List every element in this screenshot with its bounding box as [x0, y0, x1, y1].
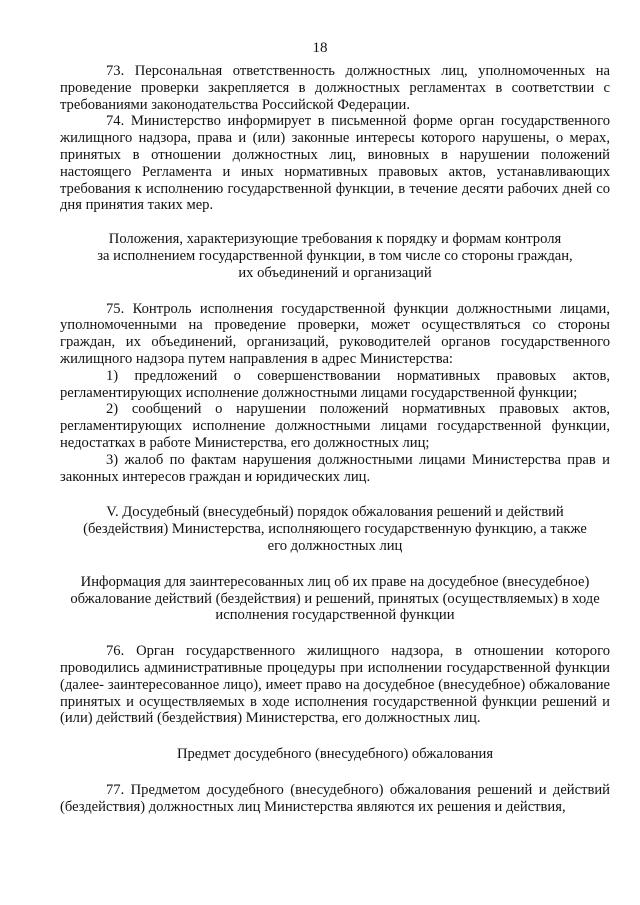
paragraph-76: 76. Орган государственного жилищного надзора, в отношении которого проводились административные процедуры при исполнении государственной функции (далее- заинтересованное лицо), имеет право на досудебное (внесудебное) обжалование принятых и осуществляемых в ходе исполнения государственной функции решений и (или) действий (бездействия) Министерства, его должностных лиц. [60, 643, 610, 727]
heading-info-line-2: обжалование действий (бездействия) и решений, принятых (осуществляемых) в ходе [70, 590, 600, 607]
paragraph-75-item-1: 1) предложений о совершенствовании нормативных правовых актов, регламентирующих исполнение должностными лицами государственной функции; [60, 367, 610, 401]
paragraph-74: 74. Министерство информирует в письменной форме орган государственного жилищного надзора, права и (или) законные интересы которого нарушены, о мерах, принятых в отношении должностных лиц, виновных в нарушении положений настоящего Регламента и иных нормативных правовых актов, устанавливающих требования к исполнению государственной функции, в течение десяти рабочих дней со дня принятия таких мер. [60, 113, 610, 214]
heading-control [60, 231, 610, 281]
paragraph-75-item-3: 3) жалоб по фактам нарушения должностными лицами Министерства прав и законных интересов граждан и юридических лиц. [60, 451, 610, 485]
heading-info [60, 574, 610, 624]
heading-control-line-3: их объединений и организаций [238, 264, 432, 281]
heading-control-line-2: за исполнением государственной функции, в том числе со стороны граждан, [97, 247, 573, 264]
heading-info-line-3: исполнения государственной функции [215, 607, 455, 624]
heading-info-line-1: Информация для заинтересованных лиц об их праве на досудебное (внесудебное) [80, 573, 590, 590]
document-body [60, 63, 610, 815]
paragraph-73: 73. Персональная ответственность должностных лиц, уполномоченных на проведение проверки закрепляется в должностных регламентах в соответствии с требованиями законодательства Российской Федерации. [60, 63, 610, 113]
paragraph-75: 75. Контроль исполнения государственной функции должностными лицами, уполномоченными на проведение проверки, может осуществляться со стороны граждан, их объединений, организаций, руководителей органов государственного жилищного надзора путем направления в адрес Министерства: [60, 300, 610, 367]
heading-section-5-line-3: его должностных лиц [267, 537, 403, 554]
heading-section-5-line-1: V. Досудебный (внесудебный) порядок обжалования решений и действий [106, 504, 564, 521]
heading-section-5 [60, 504, 610, 554]
heading-subject: Предмет досудебного (внесудебного) обжалования [176, 746, 494, 763]
heading-section-5-line-2: (бездействия) Министерства, исполняющего государственную функцию, а также [83, 521, 587, 538]
paragraph-77: 77. Предметом досудебного (внесудебного) обжалования решений и действий (бездействия) должностных лиц Министерства являются их решения и действия, [60, 781, 610, 815]
page-number: 18 [312, 40, 328, 56]
paragraph-75-item-2: 2) сообщений о нарушении положений нормативных правовых актов, регламентирующих исполнение должностными лицами государственной функции, недостатках в работе Министерства, его должностных лиц; [60, 401, 610, 451]
heading-control-line-1: Положения, характеризующие требования к порядку и формам контроля [108, 231, 562, 248]
